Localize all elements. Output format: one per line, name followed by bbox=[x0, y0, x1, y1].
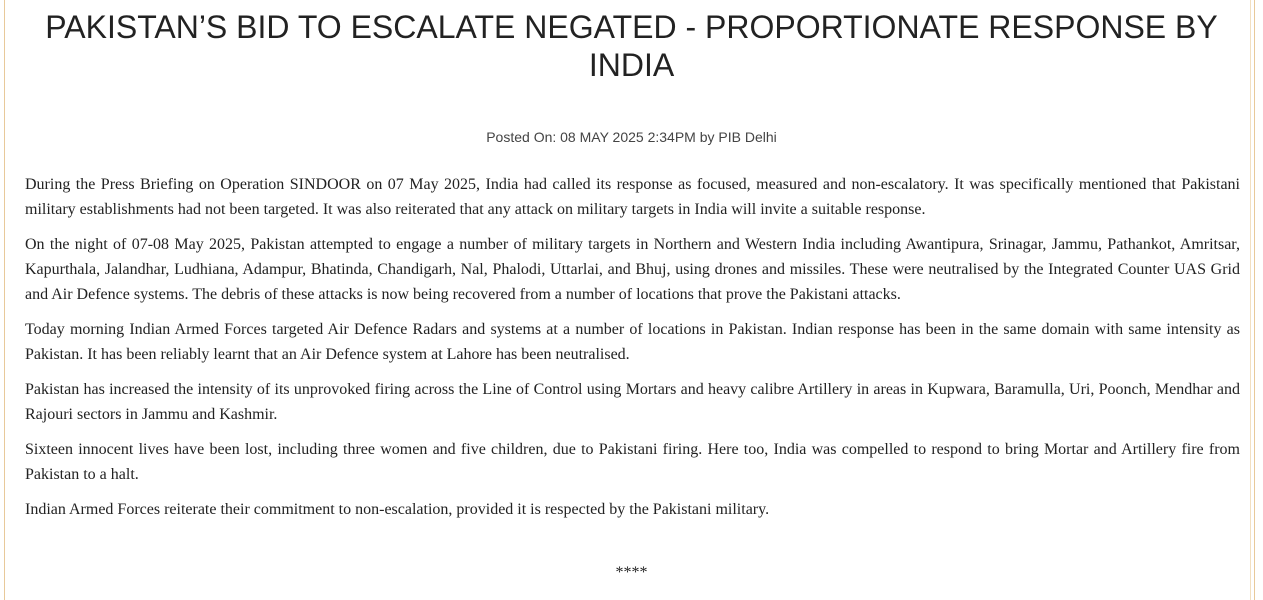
end-marker: **** bbox=[615, 564, 648, 581]
article-title: PAKISTAN’S BID TO ESCALATE NEGATED - PROPORTIONATE RESPONSE BY INDIA bbox=[45, 9, 1218, 83]
article-body bbox=[25, 172, 1240, 532]
paragraph-briefing: During the Press Briefing on Operation SINDOOR on 07 May 2025, India had called its response as focused, measured and non-escalatory. It was specifically mentioned that Pakistani military establishments had not been targeted. It was also reiterated that any attack on military targets in India will invite a suitable response. bbox=[25, 176, 1240, 218]
paragraph-attacks: On the night of 07-08 May 2025, Pakistan attempted to engage a number of military targets in Northern and Western India including Awantipura, Srinagar, Jammu, Pathankot, Amritsar, Kapurthala, Jalandhar, Ludhiana, Adampur, Bhatinda, Chandigarh, Nal, Phalodi, Uttarlai, and Bhuj, using drones and missiles. These were neutralised by the Integrated Counter UAS Grid and Air Defence systems. The debris of these attacks is now being recovered from a number of locations that prove the Pakistani attacks. bbox=[25, 236, 1240, 303]
paragraph-response: Today morning Indian Armed Forces targeted Air Defence Radars and systems at a number of locations in Pakistan. Indian response has been in the same domain with same intensity as Pakistan. It has been reliably learnt that an Air Defence system at Lahore has been neutralised. bbox=[25, 321, 1240, 363]
paragraph-casualties: Sixteen innocent lives have been lost, including three women and five children, due to Pakistani firing. Here too, India was compelled to respond to bring Mortar and Artillery fire from Pakistan to a halt. bbox=[25, 441, 1240, 483]
posted-on-line: Posted On: 08 MAY 2025 2:34PM by PIB Delhi bbox=[486, 129, 777, 145]
paragraph-commitment: Indian Armed Forces reiterate their commitment to non-escalation, provided it is respected by the Pakistani military. bbox=[25, 501, 770, 518]
paragraph-loc-firing: Pakistan has increased the intensity of its unprovoked firing across the Line of Control using Mortars and heavy calibre Artillery in areas in Kupwara, Baramulla, Uri, Poonch, Mendhar and Rajouri sectors in Jammu and Kashmir. bbox=[25, 381, 1240, 423]
